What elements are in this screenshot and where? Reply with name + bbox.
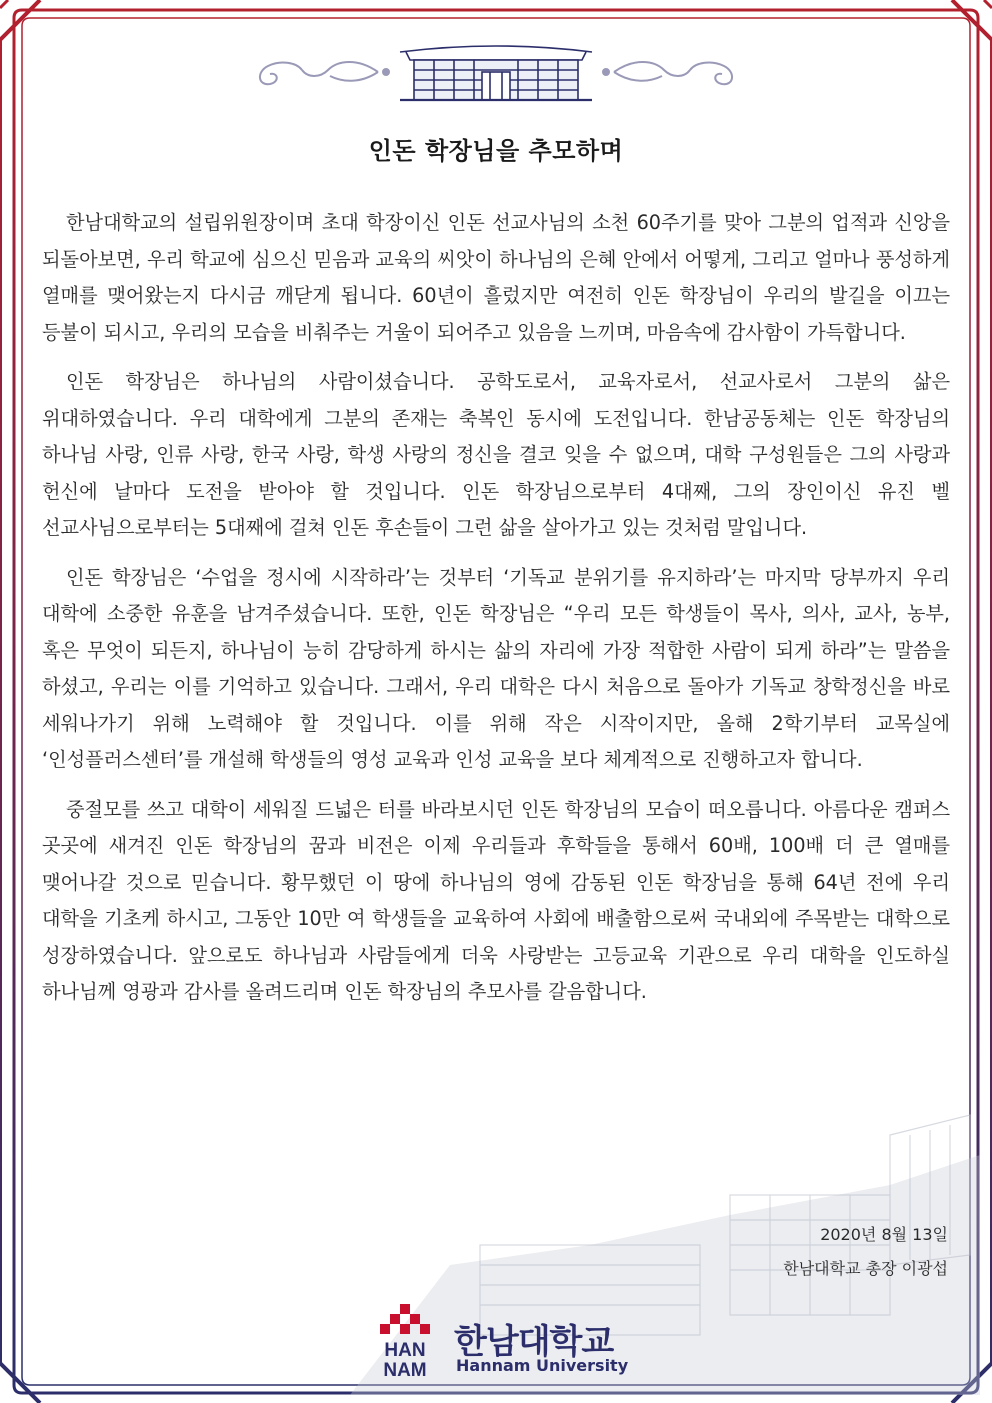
hannam-logo-mark [376, 1304, 436, 1380]
paragraph-4: 중절모를 쓰고 대학이 세워질 드넓은 터를 바라보시던 인돈 학장님의 모습이 떠오릅니다. 아름다운 캠퍼스 곳곳에 새겨진 인돈 학장님의 꿈과 비전은 이제 우리들과 후학들을 통해서 60배, 100배 더 큰 열매를 맺어나갈 것으로 믿습니다. 황무했던 이 땅에 하나님의 영에 감동된 인돈 학장님을 통해 64년 전에 우리 대학을 기초케 하시고, 그동안 10만 여 학생들을 교육하여 사회에 배출함으로써 국내외에 주목받는 대학으로 성장하였습니다. 앞으로도 하나님과 사람들에게 더욱 사랑받는 고등교육 기관으로 우리 대학을 인도하실 하나님께 영광과 감사를 올려드리며 인돈 학장님의 추모사를 갈음합니다. [42, 797, 950, 1003]
left-scroll-ornament [260, 62, 389, 84]
building-ornament-header [250, 38, 742, 104]
letter-signer: 한남대학교 총장 이광섭 [783, 1259, 948, 1278]
letter-body [42, 205, 950, 1011]
logo-english-name: Hannam University [456, 1356, 629, 1375]
page-title: 인돈 학장님을 추모하며 [368, 137, 624, 165]
logo-mark-han: HAN [384, 1340, 426, 1361]
building-icon [400, 46, 592, 100]
logo-mark-nam: NAM [383, 1360, 427, 1380]
university-logo [376, 1304, 629, 1384]
paragraph-1: 한남대학교의 설립위원장이며 초대 학장이신 인돈 선교사님의 소천 60주기를 맞아 그분의 업적과 신앙을 되돌아보면, 우리 학교에 심으신 믿음과 교육의 씨앗이 하나님의 은혜 안에서 어떻게, 그리고 얼마나 풍성하게 열매를 맺어왔는지 다시금 깨닫게 됩니다. 60년이 흘렀지만 여전히 인돈 학장님이 우리의 발길을 이끄는 등불이 되시고, 우리의 모습을 비춰주는 거울이 되어주고 있음을 느끼며, 마음속에 감사함이 가득합니다. [42, 211, 950, 344]
logo-korean-name: 한남대학교 [454, 1322, 614, 1362]
paragraph-3: 인돈 학장님은 ‘수업을 정시에 시작하라’는 것부터 ‘기독교 분위기를 유지하라’는 마지막 당부까지 우리 대학에 소중한 유훈을 남겨주셨습니다. 또한, 인돈 학장님은 “우리 모든 학생들이 목사, 의사, 교사, 농부, 혹은 무엇이 되든지, 하나님이 능히 감당하게 하시는 삶의 자리에 가장 적합한 사람이 되게 하라”는 말씀을 하셨고, 우리는 이를 기억하고 있습니다. 그래서, 우리 대학은 다시 처음으로 돌아가 기독교 창학정신을 바로 세워나가기 위해 노력해야 할 것입니다. 이를 위해 작은 시작이지만, 올해 2학기부터 교목실에 ‘인성플러스센터’를 개설해 학생들의 영성 교육과 인성 교육을 보다 체계적으로 진행하고자 합니다. [42, 565, 950, 771]
paragraph-2: 인돈 학장님은 하나님의 사람이셨습니다. 공학도로서, 교육자로서, 선교사로서 그분의 삶은 위대하였습니다. 우리 대학에게 그분의 존재는 축복인 동시에 도전입니다. 한남공동체는 인돈 학장님의 하나님 사랑, 인류 사랑, 한국 사랑, 학생 사랑의 정신을 결코 잊을 수 없으며, 대학 구성원들은 그의 사랑과 헌신에 날마다 도전을 받아야 할 것입니다. 인돈 학장님으로부터 4대째, 그의 장인이신 유진 벨 선교사님으로부터는 5대째에 걸쳐 인돈 후손들이 그런 삶을 살아가고 있는 것처럼 말입니다. [42, 370, 950, 539]
right-scroll-ornament [603, 62, 732, 84]
letter-date: 2020년 8월 13일 [820, 1225, 948, 1244]
